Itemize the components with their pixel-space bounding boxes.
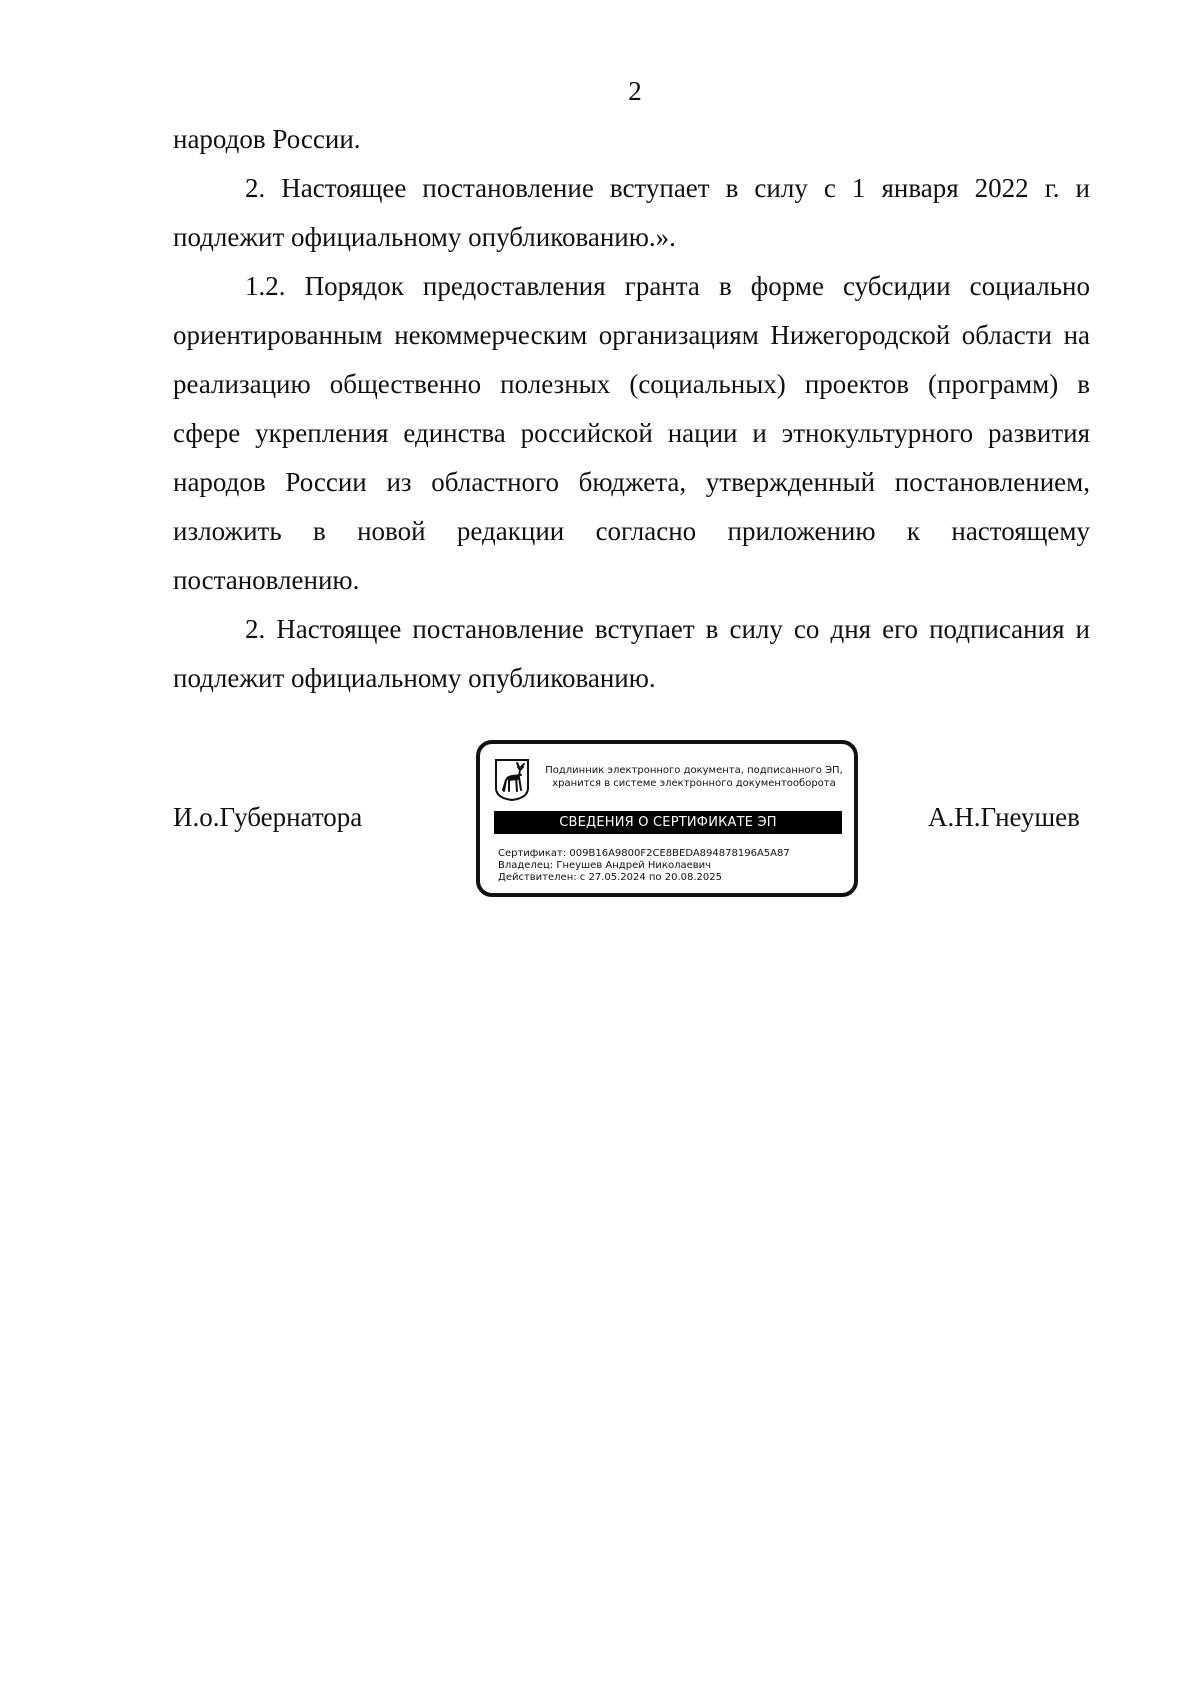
stamp-note-line-1: Подлинник электронного документа, подписанного ЭП, [545, 765, 843, 776]
deer-emblem-icon [494, 758, 530, 802]
paragraph-continuation: народов России. [173, 124, 361, 154]
signatory-name: А.Н.Гнеушев [928, 802, 1080, 832]
signatory-position: И.о.Губернатора [173, 802, 363, 832]
certificate-owner: Владелец: Гнеушев Андрей Николаевич [498, 860, 712, 871]
page-number: 2 [628, 76, 642, 106]
stamp-note-line-2: хранится в системе электронного документооборота [552, 778, 836, 789]
paragraph-effective-date: 2. Настоящее постановление вступает в силу со дня его подписания и подлежит официальному опубликованию. [173, 614, 1090, 693]
stamp-note [534, 764, 854, 790]
paragraph-effective-date-2022: 2. Настоящее постановление вступает в силу с 1 января 2022 г. и подлежит официальному опубликованию.». [173, 173, 1090, 252]
certificate-number: Сертификат: 009B16A9800F2CE8BEDA894878196A5A87 [498, 848, 790, 859]
certificate-details [498, 848, 848, 884]
paragraph-grant-procedure: 1.2. Порядок предоставления гранта в форме субсидии социально ориентированным некоммерческим организациям Нижегородской области на реализацию общественно полезных (социальных) проектов (программ) в сфере укрепления единства российской нации и этнокультурного развития народов России из областного бюджета, утвержденный постановлением, изложить в новой редакции согласно приложению к настоящему постановлению. [173, 271, 1090, 595]
document-body [173, 115, 1090, 703]
certificate-validity: Действителен: с 27.05.2024 по 20.08.2025 [498, 872, 722, 883]
certificate-banner: СВЕДЕНИЯ О СЕРТИФИКАТЕ ЭП [494, 811, 842, 834]
e-signature-stamp [476, 740, 858, 897]
